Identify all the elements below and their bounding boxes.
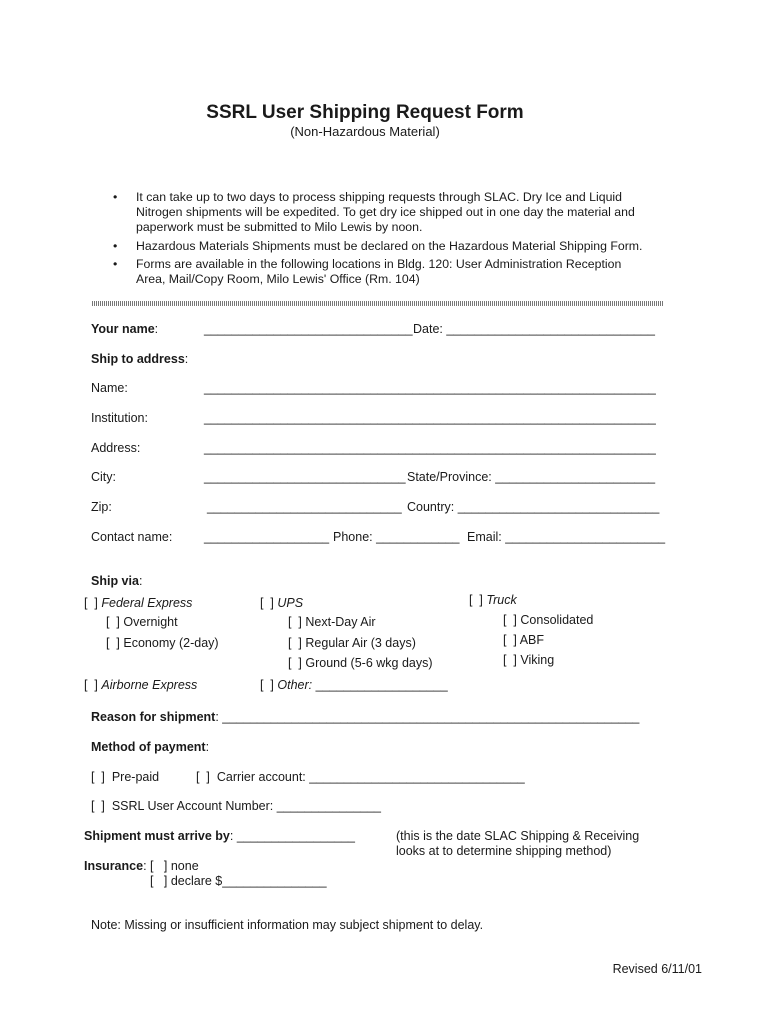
phone-field[interactable]: Phone: ____________ (333, 530, 460, 544)
fedex-overnight-option[interactable]: [ ] Overnight (106, 615, 178, 629)
ssrl-account-option[interactable]: [ ] SSRL User Account Number: _______________ (91, 799, 381, 813)
ship-to-heading: Ship to address: (91, 352, 189, 366)
federal-express-option[interactable]: [ ] Federal Express (84, 596, 193, 610)
payment-heading: Method of payment: (91, 740, 210, 754)
arrive-by-field[interactable]: Shipment must arrive by: _________________ (84, 829, 356, 843)
bullet-icon: • (113, 257, 118, 271)
city-field[interactable]: _____________________________ (204, 470, 406, 484)
list-item: • Hazardous Materials Shipments must be declared on the Hazardous Material Shipping Form. (113, 238, 643, 253)
form-title: SSRL User Shipping Request Form (206, 102, 524, 123)
country-field[interactable]: Country: _____________________________ (407, 500, 660, 514)
truck-option[interactable]: [ ] Truck (469, 593, 517, 607)
ups-ground-option[interactable]: [ ] Ground (5-6 wkg days) (288, 656, 433, 670)
institution-label: Institution: (91, 411, 148, 425)
insurance-declare-option[interactable]: [ ] declare $_______________ (150, 874, 327, 888)
city-label: City: (91, 470, 116, 484)
state-field[interactable]: State/Province: _______________________ (407, 470, 656, 484)
delay-note: Note: Missing or insufficient information may subject shipment to delay. (91, 918, 484, 932)
zip-label: Zip: (91, 500, 112, 514)
list-item: • It can take up to two days to process shipping requests through SLAC. Dry Ice and Liquid Nitrogen shipments will be expedited. To get dry ice shipped out in one day the material and paperwork must be submitted to Milo Lewis by noon. (113, 190, 635, 234)
truck-consolidated-option[interactable]: [ ] Consolidated (503, 613, 594, 627)
section-divider (92, 301, 664, 306)
your-name-label: Your name: (91, 322, 159, 336)
date-field[interactable]: Date: ______________________________ (413, 322, 655, 336)
arrive-by-note-line1: (this is the date SLAC Shipping & Receiving (396, 829, 640, 843)
form-subtitle: (Non-Hazardous Material) (290, 124, 440, 139)
your-name-field[interactable]: ______________________________ (204, 322, 413, 336)
zip-field[interactable]: ____________________________ (207, 500, 402, 514)
ups-option[interactable]: [ ] UPS (260, 596, 304, 610)
bullet-icon: • (113, 238, 118, 253)
revision-date: Revised 6/11/01 (612, 962, 702, 976)
other-carrier-option[interactable]: [ ] Other: ___________________ (260, 678, 448, 692)
ups-regular-option[interactable]: [ ] Regular Air (3 days) (288, 636, 416, 650)
recipient-name-field[interactable]: _________________________________________________________________ (204, 381, 656, 395)
address-field[interactable]: _________________________________________________________________ (204, 441, 656, 455)
arrive-by-note-line2: looks at to determine shipping method) (396, 844, 612, 858)
institution-field[interactable]: _________________________________________________________________ (204, 411, 656, 425)
insurance-none-option[interactable]: Insurance: [ ] none (84, 859, 199, 873)
ups-nextday-option[interactable]: [ ] Next-Day Air (288, 615, 376, 629)
recipient-name-label: Name: (91, 381, 128, 395)
prepaid-option[interactable]: [ ] Pre-paid (91, 770, 160, 784)
ship-via-heading: Ship via: (91, 574, 143, 588)
truck-abf-option[interactable]: [ ] ABF (503, 633, 545, 647)
contact-name-label: Contact name: (91, 530, 173, 544)
address-label: Address: (91, 441, 141, 455)
bullet-icon: • (113, 190, 118, 204)
email-field[interactable]: Email: _______________________ (467, 530, 666, 544)
reason-for-shipment-field[interactable]: Reason for shipment: ____________________________________________________________ (91, 710, 640, 724)
instructions-list (108, 190, 653, 291)
truck-viking-option[interactable]: [ ] Viking (503, 653, 555, 667)
contact-name-field[interactable]: __________________ (204, 530, 330, 544)
airborne-express-option[interactable]: [ ] Airborne Express (84, 678, 198, 692)
list-item: • Forms are available in the following locations in Bldg. 120: User Administration Reception Area, Mail/Copy Room, Milo Lewis' Office (Rm. 104) (113, 257, 622, 286)
carrier-account-option[interactable]: [ ] Carrier account: _______________________________ (196, 770, 525, 784)
fedex-economy-option[interactable]: [ ] Economy (2-day) (106, 636, 219, 650)
